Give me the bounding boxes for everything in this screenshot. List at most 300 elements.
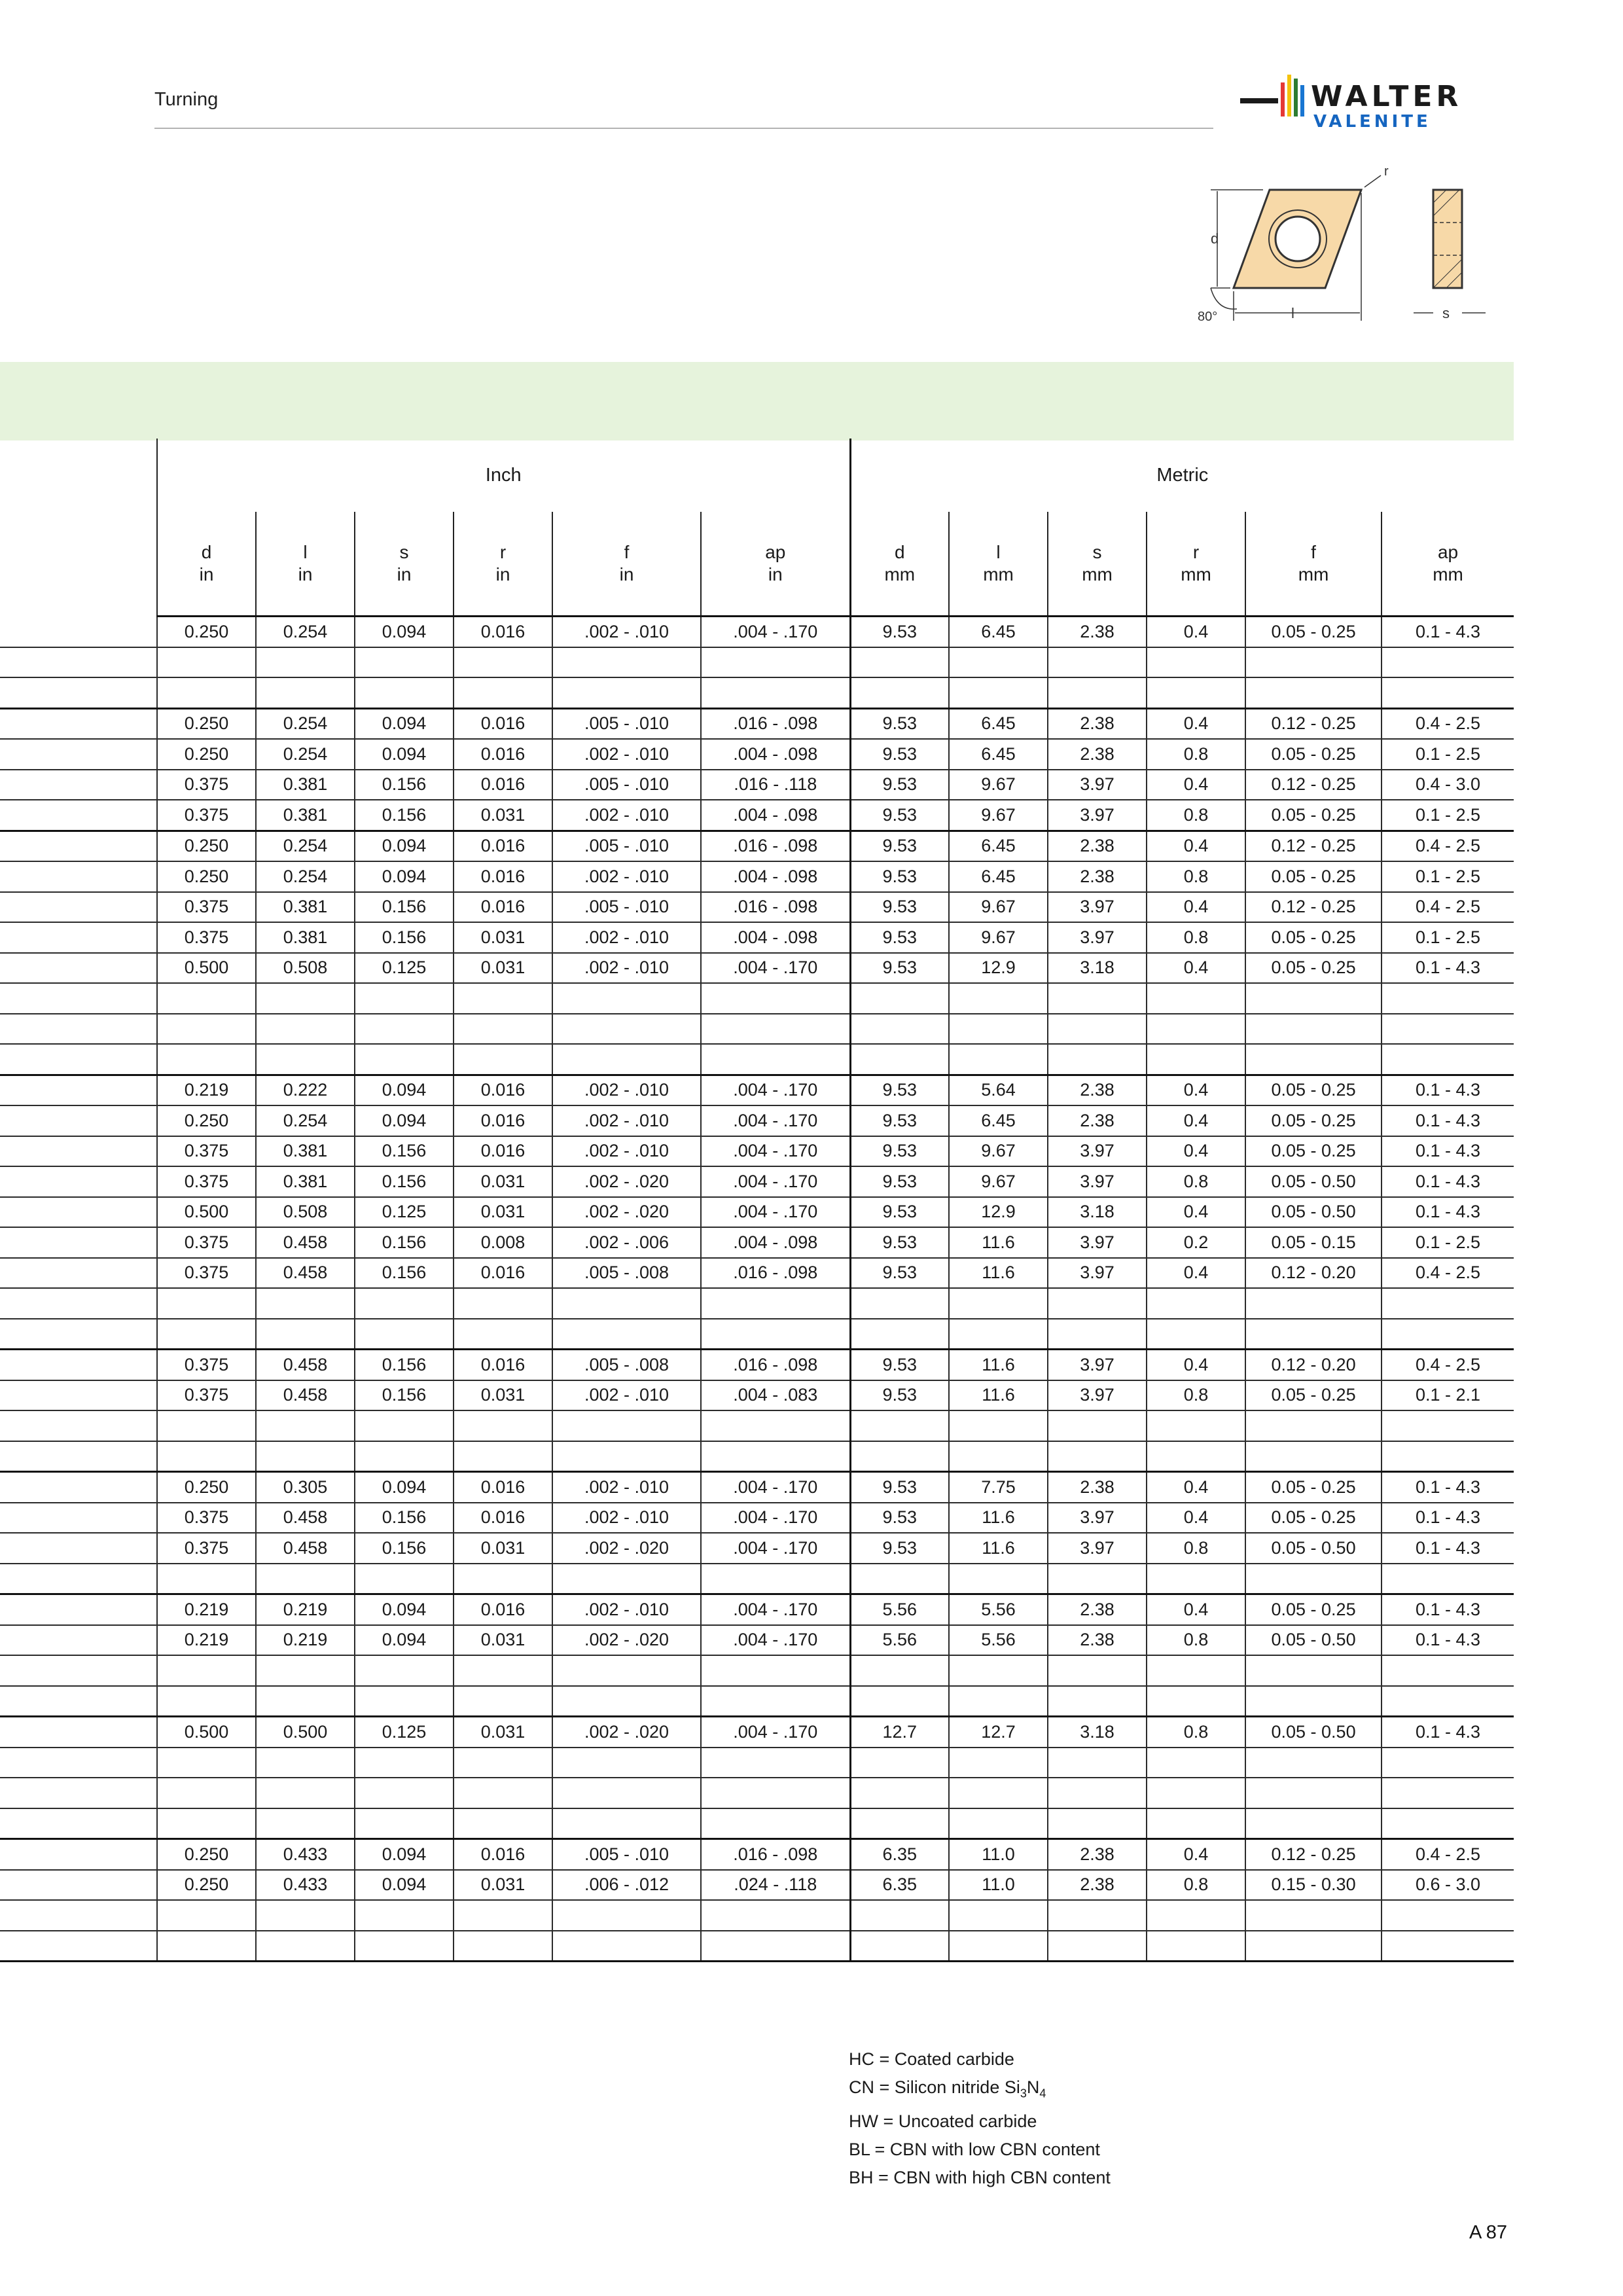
cell-r-mm bbox=[1147, 983, 1245, 1014]
cell-d-mm: 9.53 bbox=[850, 1166, 949, 1197]
cell-ap-mm: 0.1 - 4.3 bbox=[1382, 1197, 1514, 1228]
cell-l-in bbox=[256, 1686, 355, 1717]
column-name: f bbox=[624, 542, 630, 562]
cell-s-mm bbox=[1048, 1931, 1147, 1962]
cell-f-mm: 0.05 - 0.25 bbox=[1245, 953, 1382, 984]
cell-ap-mm bbox=[1382, 1044, 1514, 1075]
cell-d-mm: 6.35 bbox=[850, 1839, 949, 1870]
column-unit: in bbox=[619, 564, 634, 584]
cell-l-mm: 11.0 bbox=[949, 1870, 1048, 1901]
group-inch: Inch bbox=[157, 439, 850, 512]
cell-r-mm bbox=[1147, 1044, 1245, 1075]
cell-s-in: 0.156 bbox=[355, 1350, 454, 1380]
cell-f-mm: 0.05 - 0.50 bbox=[1245, 1625, 1382, 1656]
row-lead-cell bbox=[0, 1533, 157, 1564]
table-row bbox=[0, 831, 1514, 861]
table-row bbox=[0, 1717, 1514, 1748]
cell-d-mm bbox=[850, 1900, 949, 1931]
cell-f-mm: 0.12 - 0.25 bbox=[1245, 831, 1382, 861]
cell-r-in bbox=[454, 1900, 552, 1931]
cell-f-in: .002 - .010 bbox=[552, 1594, 701, 1625]
cell-f-mm: 0.05 - 0.50 bbox=[1245, 1533, 1382, 1564]
label-s: s bbox=[1442, 305, 1450, 321]
cell-r-in bbox=[454, 1931, 552, 1962]
cell-s-mm: 2.38 bbox=[1048, 1625, 1147, 1656]
cell-ap-mm bbox=[1382, 983, 1514, 1014]
cell-s-in: 0.156 bbox=[355, 1258, 454, 1289]
cell-f-mm: 0.05 - 0.25 bbox=[1245, 1472, 1382, 1503]
legend-item-bl: BL = CBN with low CBN content bbox=[849, 2140, 1100, 2160]
cell-d-mm bbox=[850, 1564, 949, 1594]
row-lead-cell bbox=[0, 892, 157, 923]
cell-s-mm bbox=[1048, 1655, 1147, 1686]
cell-ap-in: .004 - .170 bbox=[701, 1075, 850, 1105]
cell-r-in: 0.031 bbox=[454, 1197, 552, 1228]
table-row bbox=[0, 1410, 1514, 1441]
cell-f-mm: 0.05 - 0.25 bbox=[1245, 1105, 1382, 1136]
cell-r-in bbox=[454, 1410, 552, 1441]
cell-s-mm bbox=[1048, 1319, 1147, 1350]
cell-d-in: 0.250 bbox=[157, 861, 256, 892]
cell-ap-mm: 0.1 - 4.3 bbox=[1382, 1136, 1514, 1167]
cell-f-mm bbox=[1245, 1808, 1382, 1839]
cell-s-in bbox=[355, 1808, 454, 1839]
cell-s-in: 0.094 bbox=[355, 1472, 454, 1503]
cell-ap-mm: 0.1 - 4.3 bbox=[1382, 1594, 1514, 1625]
column-unit: in bbox=[298, 564, 313, 584]
cell-s-in: 0.094 bbox=[355, 861, 454, 892]
cell-s-in: 0.094 bbox=[355, 1625, 454, 1656]
cell-f-mm bbox=[1245, 1748, 1382, 1778]
row-lead-cell bbox=[0, 983, 157, 1014]
cell-s-in: 0.125 bbox=[355, 1717, 454, 1748]
cell-l-in: 0.254 bbox=[256, 831, 355, 861]
cell-r-mm bbox=[1147, 1014, 1245, 1045]
row-lead-cell bbox=[0, 1136, 157, 1167]
cell-d-in: 0.500 bbox=[157, 953, 256, 984]
cell-r-mm bbox=[1147, 1778, 1245, 1808]
cell-s-in: 0.094 bbox=[355, 739, 454, 770]
cell-d-mm bbox=[850, 1410, 949, 1441]
cell-l-in bbox=[256, 1931, 355, 1962]
cell-d-in bbox=[157, 1808, 256, 1839]
cell-f-in bbox=[552, 983, 701, 1014]
cell-s-in: 0.094 bbox=[355, 708, 454, 739]
column-name: l bbox=[303, 542, 308, 562]
cell-l-in bbox=[256, 983, 355, 1014]
column-unit: in bbox=[199, 564, 214, 584]
cell-d-mm bbox=[850, 1808, 949, 1839]
column-name: d bbox=[895, 542, 905, 562]
table-row bbox=[0, 1288, 1514, 1319]
cell-s-mm: 2.38 bbox=[1048, 1594, 1147, 1625]
row-lead-cell bbox=[0, 1350, 157, 1380]
cell-l-in: 0.219 bbox=[256, 1594, 355, 1625]
cell-ap-in: .004 - .170 bbox=[701, 1166, 850, 1197]
column-header-lead bbox=[0, 512, 157, 617]
row-lead-cell bbox=[0, 770, 157, 800]
cell-d-in: 0.250 bbox=[157, 1472, 256, 1503]
header-divider bbox=[154, 128, 1213, 129]
table-row bbox=[0, 647, 1514, 678]
cell-r-mm: 0.2 bbox=[1147, 1227, 1245, 1258]
cell-r-in bbox=[454, 1655, 552, 1686]
cell-ap-mm bbox=[1382, 1288, 1514, 1319]
column-header-s-mm bbox=[1048, 512, 1147, 617]
cell-f-in: .002 - .010 bbox=[552, 1380, 701, 1411]
cell-f-in: .002 - .010 bbox=[552, 1503, 701, 1534]
column-header-ap-mm bbox=[1382, 512, 1514, 617]
cell-ap-mm: 0.1 - 4.3 bbox=[1382, 1503, 1514, 1534]
legend-item-hc: HC = Coated carbide bbox=[849, 2049, 1014, 2069]
cell-f-in bbox=[552, 1931, 701, 1962]
cell-ap-in: .004 - .170 bbox=[701, 1136, 850, 1167]
cell-r-in bbox=[454, 1778, 552, 1808]
cell-f-in: .002 - .010 bbox=[552, 922, 701, 953]
cell-l-in: 0.254 bbox=[256, 861, 355, 892]
cell-r-mm: 0.8 bbox=[1147, 1625, 1245, 1656]
column-unit: mm bbox=[1298, 564, 1329, 584]
cell-l-in bbox=[256, 1655, 355, 1686]
row-lead-cell bbox=[0, 1410, 157, 1441]
cell-l-mm: 11.6 bbox=[949, 1533, 1048, 1564]
cell-ap-mm: 0.1 - 4.3 bbox=[1382, 1625, 1514, 1656]
cell-d-in bbox=[157, 1778, 256, 1808]
cell-ap-in: .004 - .170 bbox=[701, 1472, 850, 1503]
cell-r-in: 0.008 bbox=[454, 1227, 552, 1258]
cell-ap-in bbox=[701, 1655, 850, 1686]
cell-f-in: .005 - .010 bbox=[552, 708, 701, 739]
cell-d-in: 0.219 bbox=[157, 1594, 256, 1625]
cell-d-mm bbox=[850, 1778, 949, 1808]
cell-d-in: 0.250 bbox=[157, 739, 256, 770]
cell-l-in: 0.305 bbox=[256, 1472, 355, 1503]
cell-s-mm bbox=[1048, 983, 1147, 1014]
row-lead-cell bbox=[0, 922, 157, 953]
table-row bbox=[0, 953, 1514, 984]
table-row bbox=[0, 1014, 1514, 1045]
cell-l-in: 0.254 bbox=[256, 617, 355, 647]
cell-r-mm: 0.4 bbox=[1147, 831, 1245, 861]
table-row bbox=[0, 1870, 1514, 1901]
cell-r-in bbox=[454, 1564, 552, 1594]
cell-d-in: 0.250 bbox=[157, 1839, 256, 1870]
cell-s-in: 0.156 bbox=[355, 1380, 454, 1411]
cell-ap-mm: 0.1 - 4.3 bbox=[1382, 1472, 1514, 1503]
row-lead-cell bbox=[0, 1808, 157, 1839]
row-lead-cell bbox=[0, 1258, 157, 1289]
cell-l-mm bbox=[949, 983, 1048, 1014]
cell-l-in: 0.458 bbox=[256, 1227, 355, 1258]
cell-s-in: 0.094 bbox=[355, 1839, 454, 1870]
specification-table bbox=[0, 439, 1514, 1962]
row-lead-cell bbox=[0, 739, 157, 770]
table-row bbox=[0, 708, 1514, 739]
logo-stripe-yellow bbox=[1287, 75, 1291, 117]
cell-r-in: 0.031 bbox=[454, 953, 552, 984]
cell-l-mm bbox=[949, 1748, 1048, 1778]
cell-ap-in bbox=[701, 1319, 850, 1350]
table-row bbox=[0, 1044, 1514, 1075]
cell-l-mm bbox=[949, 1686, 1048, 1717]
cell-f-mm bbox=[1245, 1044, 1382, 1075]
cell-s-in: 0.094 bbox=[355, 831, 454, 861]
cell-s-mm: 2.38 bbox=[1048, 1075, 1147, 1105]
cell-ap-mm bbox=[1382, 1808, 1514, 1839]
label-l: l bbox=[1291, 305, 1294, 321]
legend-item-bh: BH = CBN with high CBN content bbox=[849, 2168, 1111, 2188]
cell-f-mm bbox=[1245, 1686, 1382, 1717]
cell-f-mm: 0.12 - 0.25 bbox=[1245, 708, 1382, 739]
cell-r-in: 0.016 bbox=[454, 831, 552, 861]
cell-ap-mm: 0.1 - 2.5 bbox=[1382, 1227, 1514, 1258]
cell-d-mm: 9.53 bbox=[850, 1136, 949, 1167]
table-row bbox=[0, 677, 1514, 708]
cell-l-mm bbox=[949, 1288, 1048, 1319]
row-lead-cell bbox=[0, 1044, 157, 1075]
cell-ap-in bbox=[701, 1808, 850, 1839]
cell-r-in bbox=[454, 1319, 552, 1350]
row-lead-cell bbox=[0, 1105, 157, 1136]
cell-s-mm: 3.97 bbox=[1048, 800, 1147, 831]
cell-s-in: 0.156 bbox=[355, 1227, 454, 1258]
cell-r-in bbox=[454, 1044, 552, 1075]
cell-f-in: .002 - .010 bbox=[552, 1075, 701, 1105]
cell-r-mm bbox=[1147, 1288, 1245, 1319]
cell-d-in bbox=[157, 677, 256, 708]
cell-d-mm bbox=[850, 1686, 949, 1717]
logo-stripe-red bbox=[1281, 82, 1285, 117]
cell-f-in: .005 - .010 bbox=[552, 892, 701, 923]
cell-s-in bbox=[355, 647, 454, 678]
cell-s-in: 0.156 bbox=[355, 1503, 454, 1534]
cell-ap-in: .016 - .098 bbox=[701, 1258, 850, 1289]
header-band bbox=[0, 362, 1514, 440]
cell-d-mm bbox=[850, 1931, 949, 1962]
cell-r-in: 0.016 bbox=[454, 1258, 552, 1289]
cell-r-mm: 0.8 bbox=[1147, 800, 1245, 831]
cell-ap-mm bbox=[1382, 1441, 1514, 1472]
column-header-f-mm bbox=[1245, 512, 1382, 617]
cell-ap-mm: 0.4 - 3.0 bbox=[1382, 770, 1514, 800]
cell-ap-in: .004 - .170 bbox=[701, 953, 850, 984]
cell-l-in: 0.508 bbox=[256, 1197, 355, 1228]
cell-d-in: 0.375 bbox=[157, 1258, 256, 1289]
row-lead-cell bbox=[0, 1075, 157, 1105]
cell-s-in bbox=[355, 1931, 454, 1962]
cell-ap-mm bbox=[1382, 1410, 1514, 1441]
cell-l-mm bbox=[949, 1410, 1048, 1441]
table-row bbox=[0, 983, 1514, 1014]
cell-s-mm: 3.97 bbox=[1048, 1136, 1147, 1167]
cell-s-mm: 3.97 bbox=[1048, 1533, 1147, 1564]
cell-s-in bbox=[355, 1900, 454, 1931]
cell-s-mm bbox=[1048, 1014, 1147, 1045]
cell-f-mm: 0.12 - 0.20 bbox=[1245, 1258, 1382, 1289]
cell-l-mm bbox=[949, 1044, 1048, 1075]
cell-ap-in: .016 - .098 bbox=[701, 831, 850, 861]
cell-f-mm: 0.05 - 0.25 bbox=[1245, 1594, 1382, 1625]
table-row bbox=[0, 1136, 1514, 1167]
cell-d-in: 0.375 bbox=[157, 1533, 256, 1564]
cell-l-in: 0.381 bbox=[256, 922, 355, 953]
cell-r-in: 0.031 bbox=[454, 922, 552, 953]
column-header-d-mm bbox=[850, 512, 949, 617]
cell-ap-mm bbox=[1382, 1748, 1514, 1778]
cell-r-mm: 0.8 bbox=[1147, 739, 1245, 770]
cell-ap-mm: 0.4 - 2.5 bbox=[1382, 892, 1514, 923]
cell-s-mm bbox=[1048, 1778, 1147, 1808]
cell-ap-in bbox=[701, 1778, 850, 1808]
cell-d-in: 0.250 bbox=[157, 831, 256, 861]
row-lead-cell bbox=[0, 1197, 157, 1228]
cell-l-mm: 9.67 bbox=[949, 800, 1048, 831]
cell-f-in bbox=[552, 1441, 701, 1472]
cell-f-in bbox=[552, 1014, 701, 1045]
cell-r-mm: 0.4 bbox=[1147, 1075, 1245, 1105]
row-lead-cell bbox=[0, 1748, 157, 1778]
cell-d-in bbox=[157, 1748, 256, 1778]
cell-r-mm: 0.4 bbox=[1147, 1594, 1245, 1625]
row-lead-cell bbox=[0, 1900, 157, 1931]
cell-r-mm: 0.8 bbox=[1147, 922, 1245, 953]
cell-d-mm: 9.53 bbox=[850, 1533, 949, 1564]
cell-d-in bbox=[157, 1319, 256, 1350]
cell-s-in: 0.156 bbox=[355, 1166, 454, 1197]
cell-ap-in: .024 - .118 bbox=[701, 1870, 850, 1901]
cell-d-mm: 9.53 bbox=[850, 1105, 949, 1136]
cell-l-in: 0.458 bbox=[256, 1503, 355, 1534]
cell-f-mm: 0.05 - 0.50 bbox=[1245, 1717, 1382, 1748]
row-lead-cell bbox=[0, 1380, 157, 1411]
cell-l-mm: 5.56 bbox=[949, 1625, 1048, 1656]
cell-l-mm: 6.45 bbox=[949, 831, 1048, 861]
cell-r-in bbox=[454, 647, 552, 678]
cell-r-in bbox=[454, 1441, 552, 1472]
cell-r-mm: 0.4 bbox=[1147, 770, 1245, 800]
cell-ap-in: .004 - .170 bbox=[701, 617, 850, 647]
cell-l-mm: 5.64 bbox=[949, 1075, 1048, 1105]
cell-d-in: 0.375 bbox=[157, 1380, 256, 1411]
cell-l-in bbox=[256, 1808, 355, 1839]
cell-d-in: 0.375 bbox=[157, 892, 256, 923]
cell-l-in: 0.254 bbox=[256, 739, 355, 770]
cell-d-mm bbox=[850, 1319, 949, 1350]
cell-f-mm bbox=[1245, 1564, 1382, 1594]
cell-d-mm bbox=[850, 1044, 949, 1075]
cell-f-mm bbox=[1245, 1441, 1382, 1472]
cell-s-mm: 2.38 bbox=[1048, 708, 1147, 739]
table-row bbox=[0, 1900, 1514, 1931]
cell-f-in bbox=[552, 1900, 701, 1931]
cell-d-mm: 9.53 bbox=[850, 1472, 949, 1503]
cell-s-in: 0.156 bbox=[355, 922, 454, 953]
cell-s-in bbox=[355, 1655, 454, 1686]
cell-r-mm: 0.8 bbox=[1147, 1717, 1245, 1748]
cell-ap-in: .004 - .098 bbox=[701, 1227, 850, 1258]
cell-f-in: .002 - .010 bbox=[552, 1105, 701, 1136]
cell-f-mm bbox=[1245, 647, 1382, 678]
column-unit: in bbox=[768, 564, 783, 584]
cell-s-mm bbox=[1048, 647, 1147, 678]
cell-l-mm bbox=[949, 1014, 1048, 1045]
cell-d-mm: 9.53 bbox=[850, 1197, 949, 1228]
cell-f-in: .002 - .006 bbox=[552, 1227, 701, 1258]
cell-r-in: 0.016 bbox=[454, 617, 552, 647]
cell-f-mm: 0.05 - 0.25 bbox=[1245, 739, 1382, 770]
cell-d-in: 0.219 bbox=[157, 1075, 256, 1105]
cell-d-mm: 9.53 bbox=[850, 800, 949, 831]
cell-ap-in: .004 - .098 bbox=[701, 922, 850, 953]
cell-r-in: 0.031 bbox=[454, 1870, 552, 1901]
cell-ap-in bbox=[701, 983, 850, 1014]
cell-s-mm bbox=[1048, 1808, 1147, 1839]
cell-s-mm: 2.38 bbox=[1048, 1472, 1147, 1503]
cell-d-mm bbox=[850, 1655, 949, 1686]
cell-ap-mm: 0.4 - 2.5 bbox=[1382, 831, 1514, 861]
cell-l-in bbox=[256, 677, 355, 708]
cell-l-mm: 5.56 bbox=[949, 1594, 1048, 1625]
cell-f-in bbox=[552, 1410, 701, 1441]
cell-s-mm: 3.97 bbox=[1048, 1380, 1147, 1411]
column-header-f-in bbox=[552, 512, 701, 617]
cell-d-in bbox=[157, 1900, 256, 1931]
column-unit: mm bbox=[1082, 564, 1113, 584]
cell-r-mm: 0.8 bbox=[1147, 1380, 1245, 1411]
table-row bbox=[0, 1503, 1514, 1534]
cell-l-in bbox=[256, 1900, 355, 1931]
cell-r-in: 0.031 bbox=[454, 1380, 552, 1411]
cell-ap-in bbox=[701, 647, 850, 678]
cell-l-mm: 12.7 bbox=[949, 1717, 1048, 1748]
cell-s-mm: 3.97 bbox=[1048, 1350, 1147, 1380]
cell-s-mm: 3.97 bbox=[1048, 770, 1147, 800]
cell-r-mm: 0.4 bbox=[1147, 1472, 1245, 1503]
cell-d-in: 0.375 bbox=[157, 922, 256, 953]
cell-s-mm: 2.38 bbox=[1048, 1870, 1147, 1901]
cell-d-in: 0.250 bbox=[157, 1105, 256, 1136]
cell-r-mm bbox=[1147, 1319, 1245, 1350]
row-lead-cell bbox=[0, 708, 157, 739]
cell-r-mm: 0.4 bbox=[1147, 708, 1245, 739]
cell-l-in: 0.254 bbox=[256, 1105, 355, 1136]
material-legend bbox=[849, 2045, 1111, 2192]
cell-ap-in: .016 - .118 bbox=[701, 770, 850, 800]
cell-s-mm: 3.97 bbox=[1048, 1258, 1147, 1289]
cell-r-mm bbox=[1147, 677, 1245, 708]
cell-f-in: .005 - .008 bbox=[552, 1258, 701, 1289]
cell-r-mm: 0.4 bbox=[1147, 1258, 1245, 1289]
cell-l-in bbox=[256, 1319, 355, 1350]
cell-ap-in bbox=[701, 1288, 850, 1319]
cell-s-mm: 2.38 bbox=[1048, 617, 1147, 647]
cell-f-mm: 0.12 - 0.25 bbox=[1245, 1839, 1382, 1870]
cell-r-mm: 0.8 bbox=[1147, 1533, 1245, 1564]
cell-l-mm bbox=[949, 677, 1048, 708]
logo-stripe-green bbox=[1294, 79, 1298, 117]
cell-l-in: 0.458 bbox=[256, 1533, 355, 1564]
cell-s-in bbox=[355, 1564, 454, 1594]
row-lead-cell bbox=[0, 1166, 157, 1197]
column-name: r bbox=[1192, 542, 1200, 562]
cell-d-mm bbox=[850, 647, 949, 678]
cell-ap-in: .004 - .170 bbox=[701, 1197, 850, 1228]
cell-f-mm bbox=[1245, 677, 1382, 708]
cell-r-mm bbox=[1147, 647, 1245, 678]
cell-d-mm: 9.53 bbox=[850, 831, 949, 861]
cell-ap-mm: 0.1 - 2.5 bbox=[1382, 739, 1514, 770]
cell-s-mm bbox=[1048, 1441, 1147, 1472]
